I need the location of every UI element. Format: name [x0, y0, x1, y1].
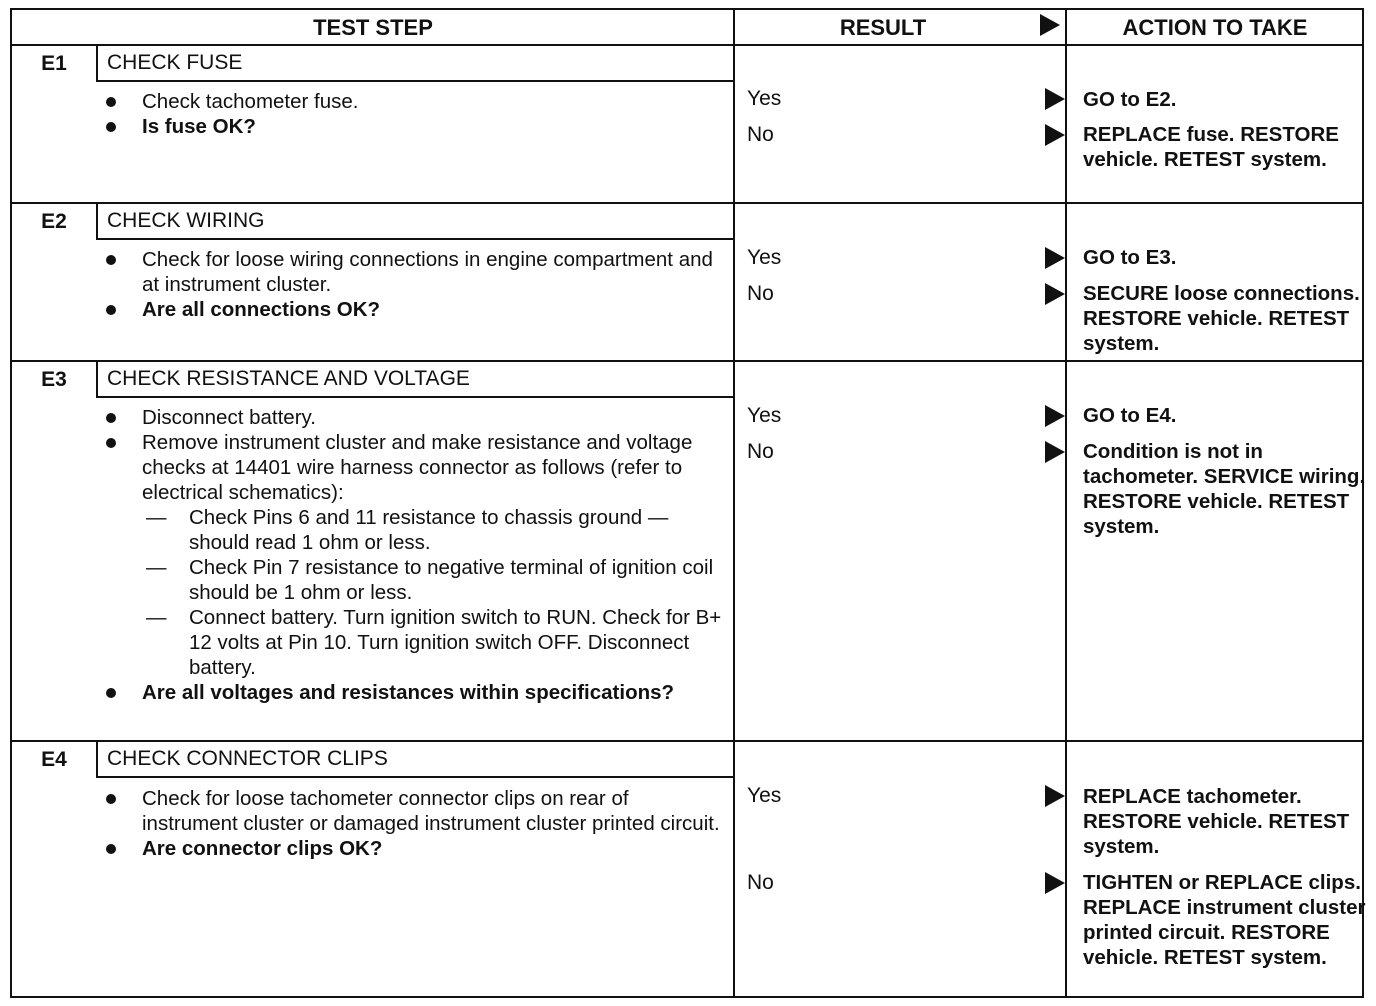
- header-result: RESULT: [839, 15, 927, 40]
- result-yes: Yes: [745, 246, 1065, 272]
- step-row-e2: [12, 202, 1362, 362]
- step-row-e3: [12, 360, 1366, 742]
- arrow-icon: [1045, 785, 1065, 807]
- arrow-icon: [1045, 405, 1065, 427]
- header-test-step: TEST STEP: [313, 15, 433, 40]
- arrow-icon: [1045, 88, 1065, 110]
- arrow-icon: [1045, 283, 1065, 305]
- bullet-icon: [106, 438, 116, 448]
- instruction-item: Check tachometer fuse.: [104, 89, 724, 114]
- sub-instructions: [142, 505, 724, 680]
- step-instructions: [104, 89, 724, 139]
- arrow-icon: [1045, 441, 1065, 463]
- result-no: No: [745, 282, 1065, 308]
- result-no: No: [745, 123, 1065, 149]
- step-question: Are all voltages and resistances within specifications?: [104, 680, 724, 705]
- bullet-icon: [106, 794, 116, 804]
- bullet-icon: [106, 305, 116, 315]
- step-title: CHECK RESISTANCE AND VOLTAGE: [96, 362, 734, 398]
- sub-item: — Check Pins 6 and 11 resistance to chassis ground — should read 1 ohm or less.: [146, 506, 669, 554]
- bullet-icon: [106, 97, 116, 107]
- bullet-icon: [106, 413, 116, 423]
- bullet-icon: [106, 844, 116, 854]
- arrow-icon: [1045, 124, 1065, 146]
- step-title: CHECK WIRING: [96, 204, 734, 240]
- action-no: Condition is not in tachometer. SERVICE wiring. RESTORE vehicle. RETEST system.: [1083, 440, 1366, 538]
- action-no: REPLACE fuse. RESTORE vehicle. RETEST system.: [1083, 123, 1339, 171]
- step-question: Are connector clips OK?: [104, 836, 724, 861]
- step-question: Is fuse OK?: [104, 114, 724, 139]
- result-yes: Yes: [745, 404, 1065, 430]
- arrow-icon: [1045, 872, 1065, 894]
- bullet-icon: [106, 122, 116, 132]
- step-id: E4: [41, 748, 67, 771]
- instruction-item: Check for loose wiring connections in engine compartment and at instrument cluster.: [104, 247, 724, 297]
- result-yes: Yes: [745, 87, 1065, 113]
- result-no: No: [745, 440, 1065, 466]
- step-id: E3: [41, 368, 67, 391]
- action-no: TIGHTEN or REPLACE clips. REPLACE instrument cluster printed circuit. RESTORE vehicle. RETEST system.: [1083, 871, 1366, 969]
- header-arrow-icon: [1040, 14, 1060, 36]
- instruction-item: Remove instrument cluster and make resistance and voltage checks at 14401 wire harness connector as follows (refer to electrical schematics): — Check Pins 6 and 11 resistance to chassis ground — should read 1 ohm or less. — Check Pin 7 resistance to negative terminal of ignition coil should be 1 ohm or less. — Connect battery. Turn ignition switch to RUN. Check for B+ 12 volts at Pin 10. Turn ignition switch OFF. Disconnect battery.: [104, 430, 724, 680]
- instruction-item: Check for loose tachometer connector clips on rear of instrument cluster or damaged instrument cluster printed circuit.: [104, 786, 724, 836]
- sub-item: — Check Pin 7 resistance to negative terminal of ignition coil should be 1 ohm or less.: [146, 556, 714, 604]
- step-instructions: [104, 247, 724, 322]
- arrow-icon: [1045, 247, 1065, 269]
- action-yes: REPLACE tachometer. RESTORE vehicle. RETEST system.: [1083, 785, 1350, 858]
- sub-item: — Connect battery. Turn ignition switch to RUN. Check for B+ 12 volts at Pin 10. Turn ignition switch OFF. Disconnect battery.: [146, 606, 722, 679]
- diagnostic-table: [10, 8, 1364, 998]
- step-instructions: [104, 786, 724, 861]
- step-title: CHECK CONNECTOR CLIPS: [96, 742, 734, 778]
- action-yes: GO to E2.: [1083, 88, 1177, 111]
- action-no: SECURE loose connections. RESTORE vehicle. RETEST system.: [1083, 282, 1360, 355]
- step-row-e4: [12, 740, 1366, 996]
- step-row-e1: [12, 44, 1362, 204]
- step-title: CHECK FUSE: [96, 46, 734, 82]
- bullet-icon: [106, 688, 116, 698]
- action-yes: GO to E3.: [1083, 246, 1177, 269]
- action-yes: GO to E4.: [1083, 404, 1177, 427]
- result-yes: Yes: [745, 784, 1065, 810]
- bullet-icon: [106, 255, 116, 265]
- step-question: Are all connections OK?: [104, 297, 724, 322]
- step-instructions: [104, 405, 724, 705]
- step-id: E1: [41, 52, 67, 75]
- header-action: ACTION TO TAKE: [1122, 15, 1308, 40]
- instruction-item: Disconnect battery.: [104, 405, 724, 430]
- result-no: No: [745, 871, 1065, 897]
- step-id: E2: [41, 210, 67, 233]
